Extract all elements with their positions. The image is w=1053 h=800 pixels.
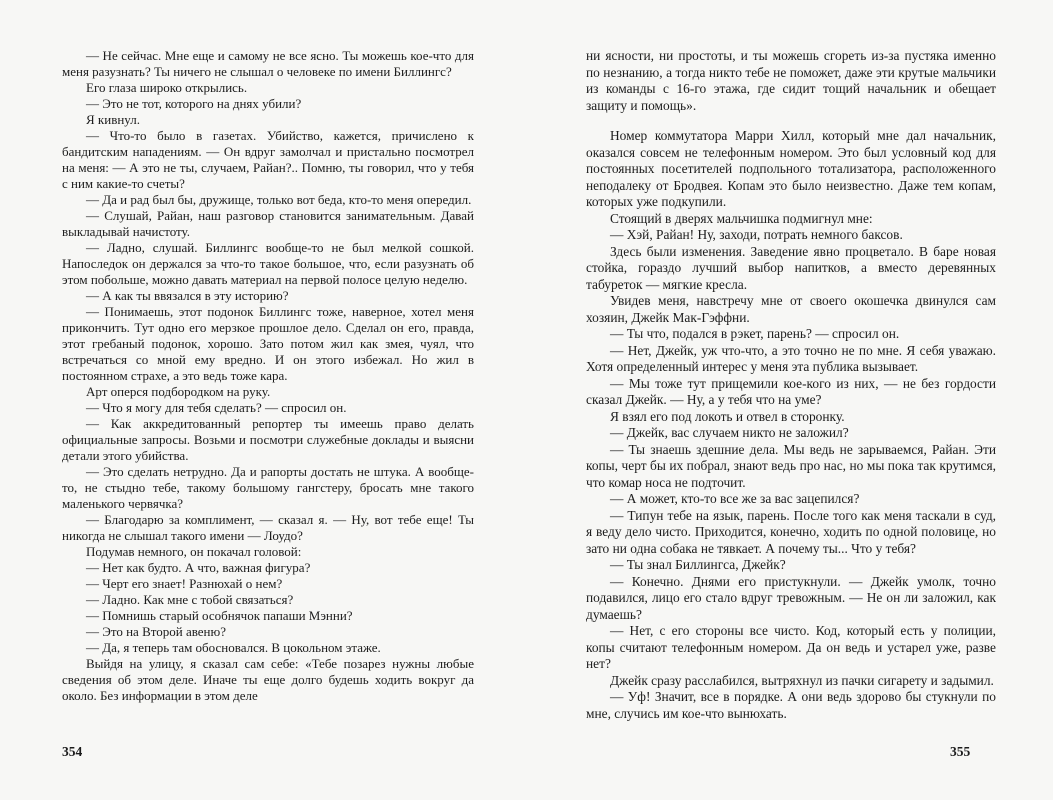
paragraph: — Ладно. Как мне с тобой связаться? bbox=[86, 592, 294, 607]
paragraph: — Благодарю за комплимент, — сказал я. — Ну, вот тебе еще! Ты никогда не слышал такого имени — Лоудо? bbox=[62, 512, 474, 543]
paragraph: — Мы тоже тут прищемили кое-кого из них, — не без гордости сказал Джейк. — Ну, а у тебя что на уме? bbox=[586, 375, 996, 407]
paragraph: — А как ты ввязался в эту историю? bbox=[86, 288, 289, 303]
paragraph: — Нет как будто. А что, важная фигура? bbox=[86, 560, 311, 575]
paragraph: Я кивнул. bbox=[86, 112, 140, 127]
paragraph: — Хэй, Райан! Ну, заходи, потрать немного баксов. bbox=[610, 227, 903, 242]
paragraph: — Что я могу для тебя сделать? — спросил он. bbox=[86, 400, 347, 415]
paragraph: — Джейк, вас случаем никто не заложил? bbox=[610, 425, 849, 440]
paragraph: — Уф! Значит, все в порядке. А они ведь здорово бы стукнули по мне, случись им кое-что вынюхать. bbox=[586, 689, 996, 721]
paragraph: — Черт его знает! Разнюхай о нем? bbox=[86, 576, 283, 591]
paragraph: — Как аккредитованный репортер ты имеешь право делать официальные запросы. Возьми и посмотри служебные доклады и выясни детали этого убийства. bbox=[62, 416, 474, 463]
paragraph: — Это сделать нетрудно. Да и рапорты достать не штука. А вообще-то, не стыдно тебе, такому большому гангстеру, бросать мне такого маленького червячка? bbox=[62, 464, 474, 511]
paragraph: Номер коммутатора Марри Хилл, который мне дал начальник, оказался совсем не телефонным номером. Это был условный код для постоянных посетителей подпольного тотализатора, расположенного неподалеку от Бродвея. Копам это было неизвестно. Даже тем копам, которых уже подкупили. bbox=[586, 128, 996, 209]
paragraph: — Нет, Джейк, уж что-что, а это точно не по мне. Я себя уважаю. Хотя определенный интерес у меня эта публика вызывает. bbox=[586, 342, 996, 374]
paragraph: Подумав немного, он покачал головой: bbox=[86, 544, 302, 559]
paragraph: Здесь были изменения. Заведение явно процветало. В баре новая стойка, гораздо лучший выбор напитков, а вместо деревянных табуреток — мягкие кресла. bbox=[586, 243, 996, 292]
paragraph: — Ладно, слушай. Биллингс вообще-то не был мелкой сошкой. Напоследок он держался за что-то такое большое, что, если разузнать об этом побольше, можно давать материал на первой полосе целую неделю. bbox=[62, 240, 474, 287]
page-number-right: 355 bbox=[950, 744, 971, 759]
paragraph: Джейк сразу расслабился, вытряхнул из пачки сигарету и задымил. bbox=[610, 672, 994, 688]
paragraph: Выйдя на улицу, я сказал сам себе: «Тебе позарез нужны любые сведения об этом деле. Иначе ты еще долго будешь ходить вокруг да около. Без информации в этом деле bbox=[62, 656, 474, 703]
paragraph: — Слушай, Райан, наш разговор становится занимательным. Давай выкладывай начистоту. bbox=[62, 208, 474, 239]
paragraph: — Ты знаешь здешние дела. Мы ведь не зарываемся, Райан. Эти копы, черт бы их побрал, знают ведь про нас, но мы пока так крутимся, что комар носа не подточит. bbox=[586, 441, 996, 490]
paragraph: Стоящий в дверях мальчишка подмигнул мне: bbox=[610, 210, 873, 226]
paragraph: ни ясности, ни простоты, и ты можешь сгореть из-за пустяка именно по незнанию, а тогда никто тебе не поможет, даже эти крутые мальчики из команды с 16-го этажа, где сидит тощий начальник и обещает защиту и помощь». bbox=[586, 48, 996, 113]
paragraph: — Не сейчас. Мне еще и самому не все ясно. Ты можешь кое-что для меня разузнать? Ты ничего не слышал о человеке по имени Биллингс? bbox=[62, 48, 474, 79]
paragraph: — Нет, с его стороны все чисто. Код, который есть у полиции, копы считают телефонным номером. Да он ведь и устарел уже, разве нет? bbox=[586, 623, 996, 671]
paragraph: Его глаза широко открылись. bbox=[86, 80, 248, 95]
paragraph: — Да, я теперь там обосновался. В цокольном этаже. bbox=[86, 640, 381, 655]
paragraph: — Помнишь старый особнячок папаши Мэнни? bbox=[86, 608, 353, 623]
left-page-text bbox=[62, 48, 474, 704]
paragraph: Увидев меня, навстречу мне от своего окошечка двинулся сам хозяин, Джейк Мак-Гэффни. bbox=[586, 293, 996, 325]
page-number-left: 354 bbox=[62, 744, 83, 759]
paragraph: — Ты знал Биллингса, Джейк? bbox=[610, 557, 786, 572]
paragraph: Арт оперся подбородком на руку. bbox=[86, 384, 271, 399]
paragraph: — Типун тебе на язык, парень. После того как меня таскали в суд, я веду дело чисто. Приходится, конечно, ходить по одной половице, но зато ни одна собака не тявкает. А почему ты... Что у тебя? bbox=[586, 507, 996, 556]
paragraph: — Это на Второй авеню? bbox=[86, 624, 226, 639]
paragraph: — Ты что, подался в рэкет, парень? — спросил он. bbox=[610, 326, 900, 341]
paragraph: — Понимаешь, этот подонок Биллингс тоже, наверное, хотел меня прикончить. Тут одно его мерзкое прошлое дело. Сделал он его, правда, этот гребаный подонок, хорошо. Зато потом жил как змея, чуял, что встречаться со мной ему вредно. И он этого избежал. Но жил в постоянном страхе, а это ведь тоже кара. bbox=[62, 304, 474, 383]
paragraph: — Конечно. Днями его пристукнули. — Джейк умолк, точно подавился, лицо его стало вдруг тревожным. — Не он ли заложил, как думаешь? bbox=[586, 573, 996, 622]
right-page-text bbox=[586, 48, 996, 722]
paragraph: Я взял его под локоть и отвел в сторонку. bbox=[610, 408, 845, 424]
paragraph: — А может, кто-то все же за вас зацепился? bbox=[610, 491, 860, 506]
paragraph: — Да и рад был бы, дружище, только вот беда, кто-то меня опередил. bbox=[86, 192, 472, 207]
paragraph: — Что-то было в газетах. Убийство, кажется, причислено к бандитским нападениям. — Он вдруг замолчал и пристально посмотрел на меня: — А это не ты, случаем, Райан?.. Помню, ты говорил, что у тебя с ним какие-то счеты? bbox=[62, 128, 474, 191]
paragraph: — Это не тот, которого на днях убили? bbox=[86, 96, 302, 111]
